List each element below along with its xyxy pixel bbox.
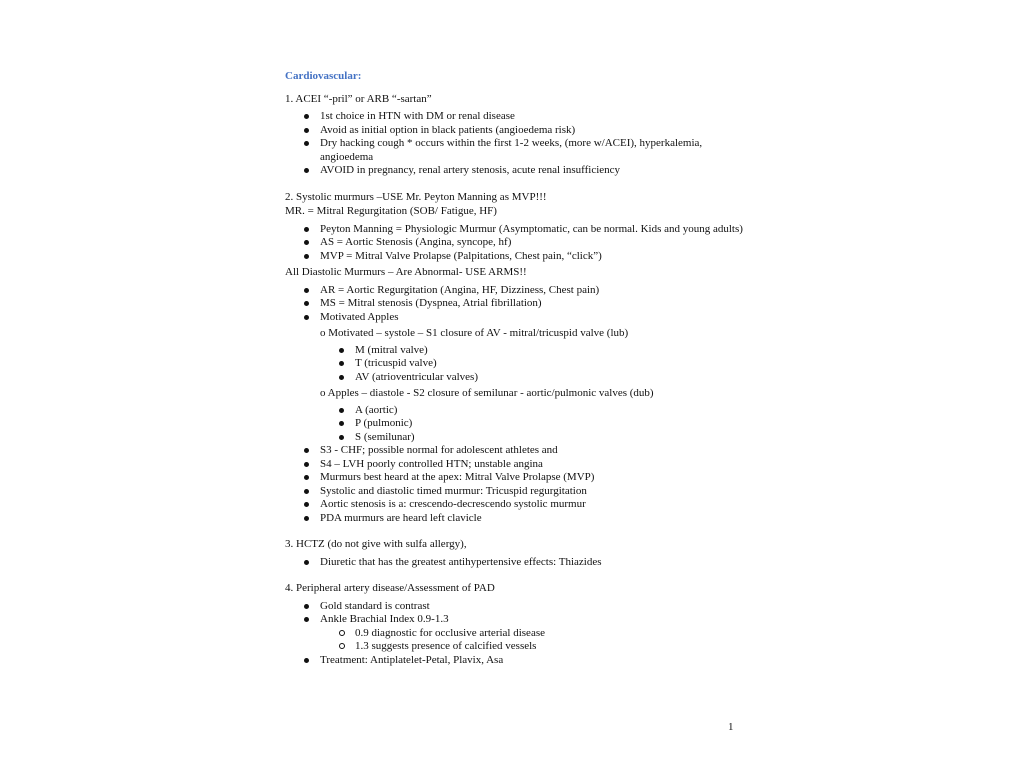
list-item: S (semilunar) (285, 431, 745, 445)
list-item: Treatment: Antiplatelet-Petal, Plavix, Asa (285, 654, 745, 668)
list-item: T (tricuspid valve) (285, 357, 745, 371)
list-item: Murmurs best heard at the apex: Mitral Valve Prolapse (MVP) (285, 471, 745, 485)
section-heading: Cardiovascular: (285, 70, 362, 82)
diastolic-title: All Diastolic Murmurs – Are Abnormal- USE ARMS!! (285, 266, 527, 278)
page-number: 1 (728, 721, 734, 733)
diastolic-bullets (285, 284, 745, 325)
list-item: M (mitral valve) (285, 344, 745, 358)
abi-items (285, 627, 745, 654)
list-item: MS = Mitral stenosis (Dyspnea, Atrial fibrillation) (285, 297, 745, 311)
item-4-title: 4. Peripheral artery disease/Assessment of PAD (285, 582, 495, 594)
list-item: 1st choice in HTN with DM or renal disease (285, 110, 745, 124)
list-item: AR = Aortic Regurgitation (Angina, HF, Dizziness, Chest pain) (285, 284, 745, 298)
item-3-title: 3. HCTZ (do not give with sulfa allergy), (285, 538, 467, 550)
list-item: 0.9 diagnostic for occlusive arterial disease (285, 627, 745, 641)
mr-line: MR. = Mitral Regurgitation (SOB/ Fatigue, HF) (285, 205, 497, 217)
list-item: S4 – LVH poorly controlled HTN; unstable angina (285, 458, 745, 472)
list-item: 1.3 suggests presence of calcified vessels (285, 640, 745, 654)
list-item: AV (atrioventricular valves) (285, 371, 745, 385)
systolic-bullets (285, 223, 745, 264)
list-item: Diuretic that has the greatest antihypertensive effects: Thiazides (285, 556, 745, 570)
motivated-line: o Motivated – systole – S1 closure of AV - mitral/tricuspid valve (lub) (320, 327, 629, 339)
list-item: S3 - CHF; possible normal for adolescent athletes and (285, 444, 745, 458)
apples-items (285, 404, 745, 445)
list-item: Peyton Manning = Physiologic Murmur (Asymptomatic, can be normal. Kids and young adults) (285, 223, 745, 237)
list-item: PDA murmurs are heard left clavicle (285, 512, 745, 526)
apples-line: o Apples – diastole - S2 closure of semilunar - aortic/pulmonic valves (dub) (320, 387, 654, 399)
list-item: Aortic stenosis is a: crescendo-decrescendo systolic murmur (285, 498, 745, 512)
page-content (285, 70, 745, 667)
list-item: AVOID in pregnancy, renal artery stenosis, acute renal insufficiency (285, 164, 745, 178)
item-1-title: 1. ACEI “-pril” or ARB “-sartan” (285, 92, 432, 105)
list-item: P (pulmonic) (285, 417, 745, 431)
list-item: Gold standard is contrast (285, 600, 745, 614)
list-item: AS = Aortic Stenosis (Angina, syncope, hf) (285, 236, 745, 250)
list-item: MVP = Mitral Valve Prolapse (Palpitations, Chest pain, “click”) (285, 250, 745, 264)
list-item: Ankle Brachial Index 0.9-1.3 (285, 613, 745, 627)
list-item: Motivated Apples (285, 311, 745, 325)
treatment-bullets (285, 654, 745, 668)
item-3-bullets (285, 556, 745, 570)
list-item: A (aortic) (285, 404, 745, 418)
motivated-items (285, 344, 745, 385)
item-2-title: 2. Systolic murmurs –USE Mr. Peyton Manning as MVP!!! (285, 190, 547, 203)
murmur-notes (285, 444, 745, 525)
item-4-bullets (285, 600, 745, 627)
list-item: Avoid as initial option in black patients (angioedema risk) (285, 124, 745, 138)
list-item: Dry hacking cough * occurs within the first 1-2 weeks, (more w/ACEI), hyperkalemia, angioedema (285, 137, 745, 164)
list-item: Systolic and diastolic timed murmur: Tricuspid regurgitation (285, 485, 745, 499)
item-1-bullets (285, 110, 745, 178)
